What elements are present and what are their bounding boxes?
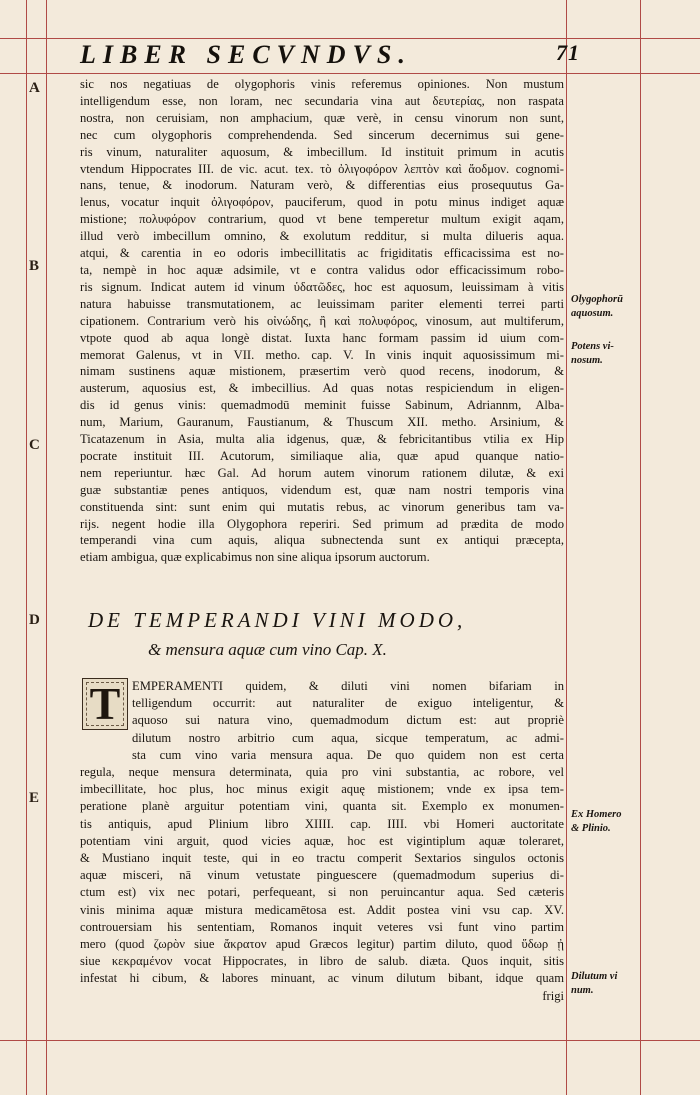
margin-note-line: aquosum. bbox=[571, 308, 614, 319]
section-letter-d: D bbox=[29, 612, 40, 628]
text-line: dilutum nostro arbitrio cum aqua, sicque temperatum, ac admi- bbox=[132, 730, 564, 745]
text-line: intelligendum esse, non loram, nec secundaria vina aut δευτερίας, non raspata bbox=[80, 93, 564, 108]
margin-note-line: Olygophorū bbox=[571, 294, 623, 305]
text-line: memorat Galenus, vt in VII. metho. cap. V. In vinis inquit aquosissimum mi- bbox=[80, 347, 564, 362]
left-rule-inner bbox=[46, 0, 47, 1095]
left-rule-outer bbox=[26, 0, 27, 1095]
text-line: vinis minima aquæ mistura medicamētosa est. Addit postea vini vsu cap. XV. bbox=[80, 902, 564, 917]
text-line: ta, nempè in hoc aquæ adsimile, vt e contra validus odor efficacissimum robo- bbox=[80, 262, 564, 277]
text-line: siue κεκραμένον vocat Hippocrates, in libro de salub. diæta. Quos inquit, sitis bbox=[80, 954, 564, 969]
text-line: sta cum vino varia mensura aqua. De quo quidem non est certa bbox=[132, 747, 564, 762]
footer-rule bbox=[0, 1040, 700, 1041]
text-line: nostra, non ceruisiam, non amphacium, quæ verè, in censu vinorum non sunt, bbox=[80, 110, 564, 125]
chapter-title: DE TEMPERANDI VINI MODO, bbox=[88, 608, 467, 632]
text-line: pocrate instituit III. Acutorum, similiaque alia, quæ apud quanque natio- bbox=[80, 448, 564, 463]
text-right-rule bbox=[566, 0, 567, 1095]
text-line: frigi bbox=[542, 988, 564, 1003]
text-line: EMPERAMENTI quidem, & diluti vini nomen bifariam in bbox=[132, 679, 564, 693]
text-line: nec cum olygophoris comprehendenda. Sed sincerum decernimus sui gene- bbox=[80, 127, 564, 142]
text-line: telligendum occurrit: aut naturaliter de exiguo inteligentur, & bbox=[132, 696, 564, 711]
text-line: natura habuisse transmutationem, ac leuissimam pariter elementi terrei parti bbox=[80, 296, 564, 311]
margin-note-line: Ex Homero bbox=[571, 809, 622, 820]
margin-note-line: Dilutum vi bbox=[571, 971, 618, 982]
text-line: ris vinum, naturaliter aquosum, & imbecillum. Id instituit primum in acutis bbox=[80, 144, 564, 159]
text-line: cipationem. Contrarium verò his οἰνώδης, ἢ καὶ πολυφόρος, vinosum, aut multiferum, bbox=[80, 313, 564, 328]
text-line: atqui, & carentia in eo odoris imbecillitatis ac frigiditatis efficacissima est no- bbox=[80, 246, 564, 261]
text-line: ris signum. Indicat autem id vinum ὑδατῶδες, hoc est aquosum, leuissimam à vitis bbox=[80, 279, 564, 294]
section-letter-e: E bbox=[29, 790, 40, 806]
section-letter-c: C bbox=[29, 437, 40, 453]
text-line: peratione planè arguitur potentiam vini, quanta sit. Exemplo ex monumen- bbox=[80, 799, 564, 814]
margin-note bbox=[571, 970, 651, 998]
folio-number: 71 bbox=[556, 40, 580, 65]
text-line: austerum, aquosius est, & imbecillius. Ad quas notas respiciendum in eligen- bbox=[80, 381, 564, 396]
text-line: regula, neque mensura determinata, quia pro vini substantia, ac robore, vel bbox=[80, 765, 564, 780]
margin-right-rule bbox=[640, 0, 641, 1095]
text-line: num, Marium, Gauranum, Faustianum, & Thuscum XII. metho. Arsinium, & bbox=[80, 415, 564, 430]
text-line: temperandi vina cum aquis, aliqua subnectenda sunt ex antiqui præcepta, bbox=[80, 533, 564, 548]
margin-note bbox=[571, 340, 651, 368]
margin-note-line: nosum. bbox=[571, 355, 603, 366]
text-line: constituenda sint: sunt enim qui mutatis rebus, ac vinorum generibus tam va- bbox=[80, 499, 564, 514]
text-line: mero (quod ζωρὸν siue ἄκρατον apud Græcos legitur) partim diluto, quod ὕδωρ ᾐ bbox=[80, 937, 564, 952]
text-line: rijs. negent hodie illa Olygophora reperiri. Sed primum ad prædita de modo bbox=[80, 516, 564, 531]
running-header bbox=[80, 40, 580, 70]
section-letter-a: A bbox=[29, 80, 40, 96]
text-line: tis antiquis, apud Plinium libro XIIII. cap. IIII. vbi Homeri auctoritate bbox=[80, 816, 564, 831]
margin-note bbox=[571, 808, 651, 836]
text-line: aquoso sui natura vino, quemadmodum dictum est: aut propriè bbox=[132, 713, 564, 728]
text-line: dis id genus vinis: quemadmodū meminit fuisse Sabinum, Adriannm, Alba- bbox=[80, 398, 564, 413]
running-title: LIBER SECVNDVS. bbox=[80, 40, 412, 69]
chapter-subtitle: & mensura aquæ cum vino Cap. X. bbox=[148, 640, 387, 659]
text-line: ctum est) vix nec potari, perfequeant, si non peruincantur aqua. Sed cæteris bbox=[80, 885, 564, 900]
text-line: sic nos negatiuas de olygophoris vinis referemus opiniones. Non mustum bbox=[80, 77, 564, 91]
text-line: nem reperiuntur. hæc Gal. Ad horum autem vinorum rationem dilutæ, & exi bbox=[80, 465, 564, 480]
decorated-initial: T bbox=[82, 678, 128, 730]
text-line: vtendum Hippocrates III. de vic. acut. tex. τὸ ὀλιγοφόρον λεπτὸν καὶ ἄοδμον. cognomi- bbox=[80, 161, 564, 176]
text-line: vtpote quod ab aqua longè distat. Iuxta hanc formam passim id uium com- bbox=[80, 330, 564, 345]
header-bottom-rule bbox=[0, 73, 700, 74]
margin-note bbox=[571, 293, 651, 321]
header-top-rule bbox=[0, 38, 700, 39]
text-line: potentiam vini arguit, quod vicies aquæ, hoc est vigintiplum aquæ toleraret, bbox=[80, 833, 564, 848]
text-line: etiam ambigua, quæ explicabimus non sine aliqua ipsorum auctorum. bbox=[80, 550, 430, 565]
section-letter-b: B bbox=[29, 258, 40, 274]
body-paragraph bbox=[80, 76, 564, 566]
text-line: illud verò imbecillum omnino, & exolutum redditur, si multa dilueris aqua. bbox=[80, 229, 564, 244]
text-line: nimam sustinens aquæ mistionem, præsertim verò quod recens, inodorum, & bbox=[80, 364, 564, 379]
text-line: Ticatazenum in Asia, multa alia idgenus, quæ, & febricitantibus vtilia ex Hip bbox=[80, 432, 564, 447]
margin-note-line: Potens vi- bbox=[571, 341, 614, 352]
text-line: nans, tenue, & inodorum. Naturam verò, & differentias eius prosequutus Ga- bbox=[80, 178, 564, 193]
text-line: guæ substantiæ penes antiquos, videndum est, quæ nam nostri temporis vina bbox=[80, 482, 564, 497]
text-line: & Mustiano inquit teste, qui in eo tractu comperit Sextarios singulos octonis bbox=[80, 851, 564, 866]
text-line: lenus, vocatur inquit ὀλιγοφόρον, pauciferum, quod in potu minus indiget aquæ bbox=[80, 195, 564, 210]
margin-note-line: & Plinio. bbox=[571, 823, 611, 834]
text-line: controuersiam his sententiam, Romanos inquit veteres vsi funt vino partim bbox=[80, 919, 564, 934]
text-line: infestat hi cibum, & labores minuant, ac vinum dilutum bibant, idque quam bbox=[80, 971, 564, 986]
text-line: aquæ misceri, nā vinum vetustate pinguescere (quemadmodum superius di- bbox=[80, 868, 564, 883]
chapter-paragraph bbox=[80, 678, 564, 1005]
margin-note-line: num. bbox=[571, 985, 594, 996]
text-line: mistione; πολυφόρον contrarium, quod vt bene temperetur multum exigit aqam, bbox=[80, 212, 564, 227]
text-line: imbecillitate, hoc plus, hoc minus exigit aquę mistionem; vnde ex ipsa tem- bbox=[80, 782, 564, 797]
